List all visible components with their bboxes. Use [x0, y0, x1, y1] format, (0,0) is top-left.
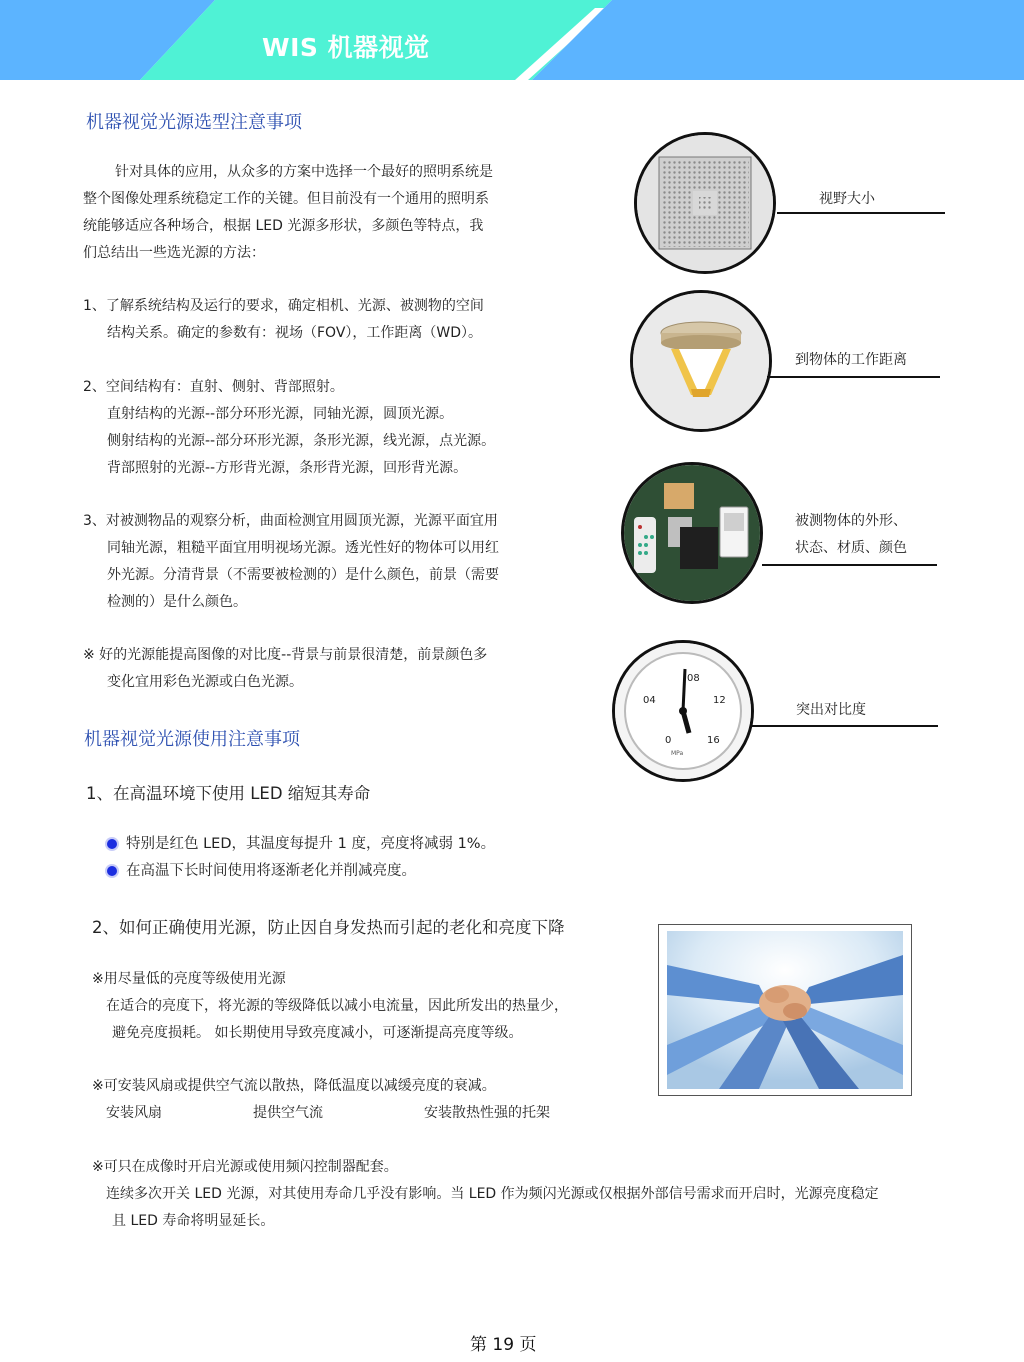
- item-line: 侧射结构的光源--部分环形光源，条形光源，线光源，点光源。: [107, 433, 496, 449]
- callout-object-properties: [795, 508, 907, 562]
- item-line: 同轴光源，粗糙平面宜用明视场光源。透光性好的物体可以用红: [107, 540, 499, 556]
- intro-line: 统能够适应各种场合，根据 LED 光源多形状，多颜色等特点，我: [83, 218, 484, 234]
- item-line: 2、空间结构有：直射、侧射、背部照射。: [83, 379, 344, 395]
- gauge-label: 0: [665, 735, 672, 746]
- banner-background: [0, 0, 1024, 80]
- cooling-option: 提供空气流: [253, 1105, 323, 1121]
- banner-title: WIS 机器视觉: [262, 33, 430, 62]
- callout-field-of-view: 视野大小: [819, 191, 875, 207]
- contrast-note: [83, 642, 487, 696]
- cooling-option: 安装风扇: [106, 1105, 162, 1121]
- callout-working-distance: 到物体的工作距离: [795, 352, 907, 368]
- heat-heading: 1、在高温环境下使用 LED 缩短其寿命: [86, 784, 371, 803]
- callout-rule: [767, 376, 940, 378]
- callout-rule: [777, 212, 945, 214]
- section2-title: 机器视觉光源使用注意事项: [84, 729, 300, 750]
- note-line: 变化宜用彩色光源或白色光源。: [107, 674, 303, 690]
- tip-line: 且 LED 寿命将明显延长。: [112, 1213, 275, 1229]
- tip-strobe: [92, 1154, 879, 1235]
- pressure-gauge-icon: [612, 640, 754, 782]
- ring-light-icon: [630, 290, 772, 432]
- header-banner: [0, 0, 1024, 80]
- item-3: [83, 508, 499, 616]
- item-2: [83, 374, 495, 482]
- tip-line: 连续多次开关 LED 光源，对其使用寿命几乎没有影响。当 LED 作为频闪光源或仅根据外部信号需求而开启时，光源亮度稳定: [106, 1186, 879, 1202]
- bullet-text: 特别是红色 LED，其温度每提升 1 度，亮度将减弱 1%。: [126, 836, 496, 852]
- gauge-unit: MPa: [671, 750, 684, 757]
- tip-head: ※可安装风扇或提供空气流以散热，降低温度以减缓亮度的衰减。: [92, 1078, 496, 1094]
- team-hands-photo: [658, 924, 912, 1096]
- bullet-dot: [107, 839, 117, 849]
- callout-line: 被测物体的外形、: [795, 513, 907, 529]
- item-line: 背部照射的光源--方形背光源，条形背光源，回形背光源。: [107, 460, 468, 476]
- tip-cooling: [92, 1073, 496, 1100]
- tip-low-brightness: [92, 966, 568, 1047]
- note-line: ※ 好的光源能提高图像的对比度--背景与前景很清楚，前景颜色多: [83, 647, 488, 663]
- callout-line: 状态、材质、颜色: [795, 540, 907, 556]
- tip-head: ※用尽量低的亮度等级使用光源: [92, 971, 286, 987]
- item-line: 直射结构的光源--部分环形光源，同轴光源，圆顶光源。: [107, 406, 454, 422]
- item-line: 3、对被测物品的观察分析，曲面检测宜用圆顶光源，光源平面宜用: [83, 513, 498, 529]
- item-line: 外光源。分清背景（不需要被检测的）是什么颜色，前景（需要: [107, 567, 499, 583]
- gauge-label: 12: [713, 695, 726, 706]
- intro-paragraph: [83, 159, 493, 267]
- bga-chip-icon: [634, 132, 776, 274]
- heat-bullets: [107, 831, 495, 885]
- cooling-option: 安装散热性强的托架: [424, 1105, 550, 1121]
- usage-heading: 2、如何正确使用光源，防止因自身发热而引起的老化和亮度下降: [92, 918, 565, 937]
- item-line: 检测的）是什么颜色。: [107, 594, 247, 610]
- tip-line: 在适合的亮度下，将光源的等级降低以减小电流量，因此所发出的热量少，: [106, 998, 568, 1014]
- bullet-text: 在高温下长时间使用将逐渐老化并削减亮度。: [126, 863, 416, 879]
- callout-rule: [750, 725, 938, 727]
- item-1: [83, 293, 484, 347]
- intro-line: 整个图像处理系统稳定工作的关键。但目前没有一个通用的照明系: [83, 191, 489, 207]
- page-number: 第 19 页: [470, 1335, 537, 1355]
- section1-title: 机器视觉光源选型注意事项: [86, 112, 302, 133]
- gauge-label: 08: [687, 673, 700, 684]
- intro-line: 们总结出一些选光源的方法：: [83, 245, 265, 261]
- gauge-label: 04: [643, 695, 656, 706]
- callout-rule: [762, 564, 937, 566]
- tip-head: ※可只在成像时开启光源或使用频闪控制器配套。: [92, 1159, 398, 1175]
- callout-contrast: 突出对比度: [796, 702, 866, 718]
- gauge-label: 16: [707, 735, 720, 746]
- intro-line: 针对具体的应用，从众多的方案中选择一个最好的照明系统是: [115, 164, 493, 180]
- bullet-dot: [107, 866, 117, 876]
- item-line: 1、了解系统结构及运行的要求，确定相机、光源、被测物的空间: [83, 298, 484, 314]
- bullet-item: [107, 831, 495, 858]
- bullet-item: [107, 858, 495, 885]
- item-line: 结构关系。确定的参数有：视场（FOV），工作距离（WD）。: [107, 325, 483, 341]
- objects-icon: [621, 462, 763, 604]
- tip-line: 避免亮度损耗。 如长期使用导致亮度减小，可逐渐提高亮度等级。: [112, 1025, 523, 1041]
